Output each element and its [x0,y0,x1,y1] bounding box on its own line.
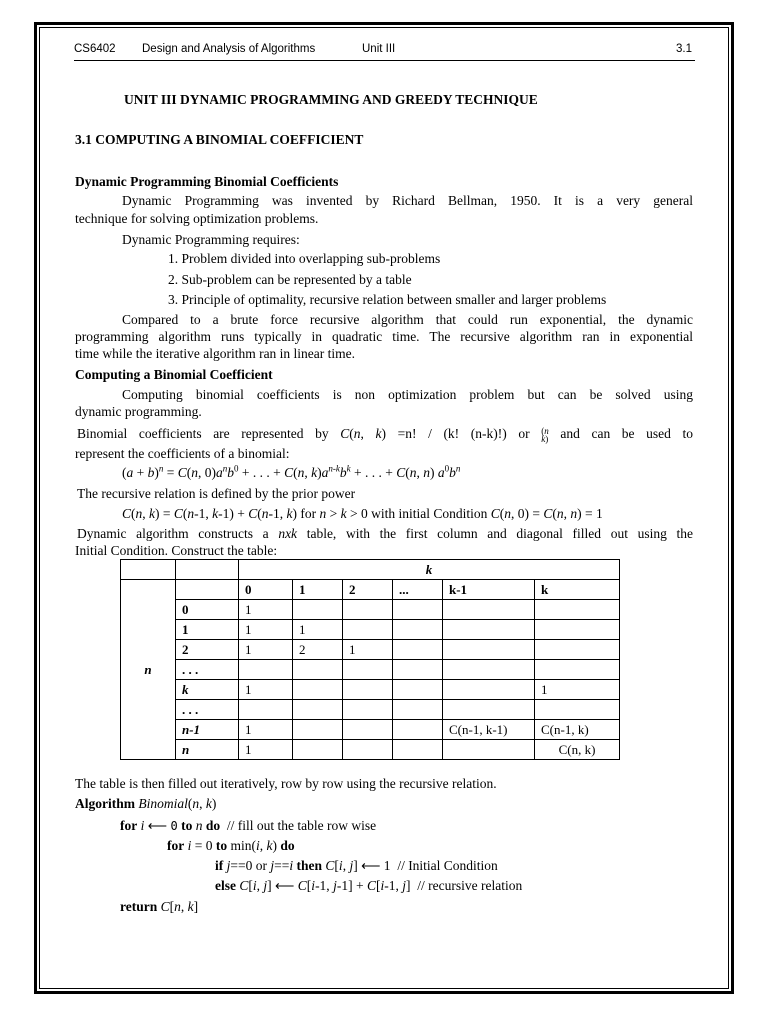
algorithm-title: Algorithm Binomial(n, k) [75,796,217,811]
row-label: . . . [176,660,239,680]
table-cell [535,700,620,720]
paragraph-intro-line2: technique for solving optimization problems. [75,211,319,226]
table-row [121,740,620,760]
table-cell [535,600,620,620]
table-cell: 1 [239,720,293,740]
row-label: k [176,680,239,700]
column-header: 0 [239,580,293,600]
requirements-heading: Dynamic Programming requires: [122,232,300,247]
table-cell [293,600,343,620]
algorithm-line-inner-loop: for i = 0 to min(i, k) do [167,838,295,853]
table-construction-line2: Initial Condition. Construct the table: [75,543,278,558]
table-cell [443,620,535,640]
table-cell [239,660,293,680]
row-label: 0 [176,600,239,620]
algorithm-line-else: else C[i, j] ⟵ C[i-1, j-1] + C[i-1, j] // recursive relation [215,878,523,893]
paragraph-compare-line2: programming algorithm runs typically in quadratic time. The recursive algorithm ran in exponential [75,329,693,344]
paragraph-compare-line1: Compared to a brute force recursive algorithm that could run exponential, the dynamic [122,312,693,327]
row-group-label: n [121,580,176,760]
table-row [121,600,620,620]
paragraph-intro-line1: Dynamic Programming was invented by Richard Bellman, 1950. It is a very general [122,193,693,208]
table-cell [443,740,535,760]
recursive-relation-intro: The recursive relation is defined by the prior power [77,486,356,501]
table-cell [443,660,535,680]
table-cell: C(n-1, k) [535,720,620,740]
table-cell [393,740,443,760]
table-cell [393,640,443,660]
algorithm-comment-row-wise: // fill out the table row wise [226,818,377,833]
table-cell [535,620,620,640]
table-cell [293,680,343,700]
table-cell [443,700,535,720]
table-row [121,680,620,700]
row-label: 1 [176,620,239,640]
column-header: k-1 [443,580,535,600]
row-label: 2 [176,640,239,660]
table-cell [393,680,443,700]
subsection-title-dp: Dynamic Programming Binomial Coefficients [75,174,339,189]
header-course-code: CS6402 [74,43,116,55]
table-cell: 1 [239,680,293,700]
table-cell [293,740,343,760]
table-cell: C(n-1, k-1) [443,720,535,740]
table-cell [343,660,393,680]
table-cell [443,680,535,700]
table-cell: 1 [343,640,393,660]
table-cell [443,600,535,620]
requirement-item-3: 3. Principle of optimality, recursive relation between smaller and larger problems [168,292,607,307]
column-group-label: k [239,560,620,580]
table-cell [443,640,535,660]
table-row [121,620,620,640]
algorithm-line-return: return C[n, k] [120,899,199,914]
table-cell: C(n, k) [535,740,620,760]
column-header: 1 [293,580,343,600]
header-page-number: 3.1 [676,43,692,55]
table-row [121,720,620,740]
column-header: ... [393,580,443,600]
header-rule [74,60,695,61]
table-cell [293,720,343,740]
paragraph-representation-line2: represent the coefficients of a binomial: [75,446,290,461]
row-label: . . . [176,700,239,720]
table-row [121,660,620,680]
table-cell [535,660,620,680]
row-label: n-1 [176,720,239,740]
requirement-item-1: 1. Problem divided into overlapping sub-problems [168,251,441,266]
table-cell: 1 [239,600,293,620]
table-cell: 2 [293,640,343,660]
table-cell: 1 [239,620,293,640]
table-cell: 1 [293,620,343,640]
table-cell [343,620,393,640]
table-row [121,700,620,720]
section-title: 3.1 COMPUTING A BINOMIAL COEFFICIENT [75,132,364,147]
table-cell [393,660,443,680]
table-cell [343,700,393,720]
paragraph-computing-line2: dynamic programming. [75,404,202,419]
binomial-expansion-formula: $(a + b)^n = C(n$, $0)a^nb^0$ + . . . + C(n, $k)a^{n-k}b^k$ + . . . + C(n, n) $a^0b^n$ [122,463,461,480]
algorithm-comment-initial: // Initial Condition [397,858,498,873]
algorithm-comment-recursive: // recursive relation [417,878,523,893]
table-row [121,640,620,660]
table-cell [343,740,393,760]
binomial-notation-icon: (n k) [541,425,549,444]
table-cell [293,660,343,680]
column-header: 2 [343,580,393,600]
table-cell [343,600,393,620]
table-cell [393,620,443,640]
table-cell [343,680,393,700]
table-cell: 1 [239,740,293,760]
table-header-group-row [121,560,620,580]
table-fill-note: The table is then filled out iteratively, row by row using the recursive relation. [75,776,497,791]
paragraph-representation-line1: Binomial coefficients are represented by C(n, k) =n! / (k! (n-k)!) or (n k) and can be used to [77,425,694,444]
table-construction-line1: Dynamic algorithm constructs a nxk table, with the first column and diagonal filled out using the [77,526,693,541]
table-cell [393,720,443,740]
paragraph-computing-line1: Computing binomial coefficients is non optimization problem but can be solved using [122,387,693,402]
table-cell [393,700,443,720]
header-unit: Unit III [362,43,396,55]
table-cell [535,640,620,660]
binomial-table [120,559,620,760]
paragraph-compare-line3: time while the iterative algorithm ran in linear time. [75,346,356,361]
algorithm-line-if: if j==0 or j==i then C[i, j] ⟵ 1 // Initial Condition [215,858,498,873]
column-header: k [535,580,620,600]
table-column-header-row [121,580,620,600]
row-label: n [176,740,239,760]
table-cell [343,720,393,740]
table-cell [239,700,293,720]
table-cell: 1 [535,680,620,700]
requirement-item-2: 2. Sub-problem can be represented by a table [168,272,412,287]
header-subject: Design and Analysis of Algorithms [142,43,316,55]
algorithm-line-for-i: for i ⟵ 0 to n do // fill out the table row wise [120,818,377,833]
table-cell: 1 [239,640,293,660]
table-cell [393,600,443,620]
recursive-relation-formula: C(n, k) = C(n-1, k-1) + C(n-1, k) for n > k > 0 with initial Condition C(n, 0) = C(n, n) = 1 [122,506,603,521]
subsection-title-binomial: Computing a Binomial Coefficient [75,367,273,382]
unit-title: UNIT III DYNAMIC PROGRAMMING AND GREEDY TECHNIQUE [124,92,538,107]
table-cell [293,700,343,720]
